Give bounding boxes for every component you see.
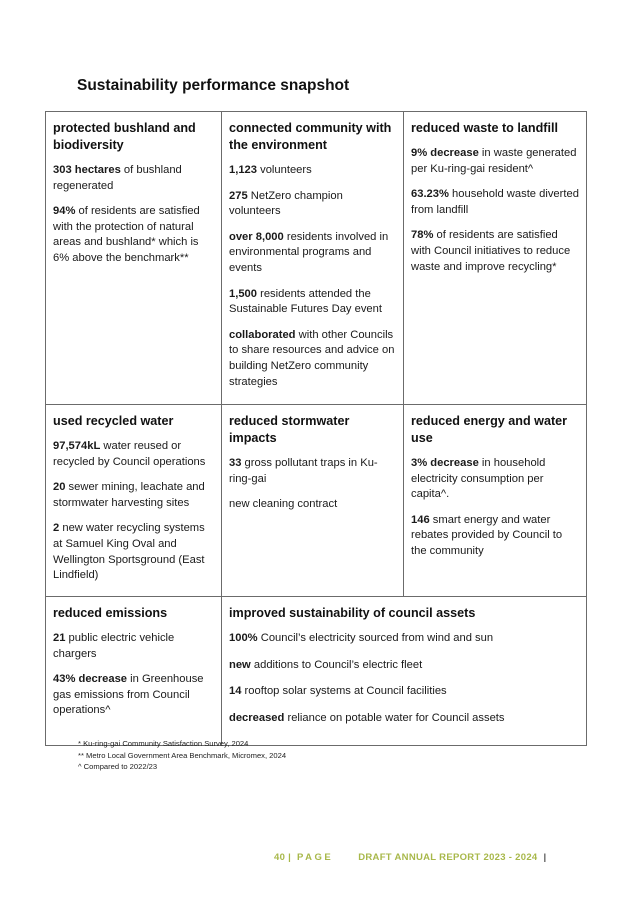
cell-heading: reduced waste to landfill [411,121,558,135]
metric-item: 14 rooftop solar systems at Council facilities [229,685,447,698]
metric-item: 43% decrease in Greenhouse gas emissions from Council operations^ [53,673,204,717]
cell-heading: improved sustainability of council assets [229,606,476,620]
cell-emissions [46,597,222,746]
metric-item: 63.23% household waste diverted from landfill [411,188,579,216]
metric-item: over 8,000 residents involved in environmental programs and events [229,230,389,274]
cell-community [222,112,404,405]
metric-item: new additions to Council’s electric fleet [229,658,423,671]
metric-item: 97,574kL water reused or recycled by Council operations [53,440,206,468]
metric-item: 3% decrease in household electricity consumption per capita^. [411,457,546,501]
metric-item: 2 new water recycling systems at Samuel King Oval and Wellington Sportsground (East Lindfield) [53,522,205,582]
metric-item: 275 NetZero champion volunteers [229,189,343,218]
cell-heading: reduced emissions [53,606,168,620]
cell-bushland [46,112,222,405]
metric-item: 33 gross pollutant traps in Ku-ring-gai [229,457,378,485]
metric-item: collaborated with other Councils to share resources and advice on building NetZero community strategies [229,328,395,388]
table-row [46,112,587,405]
metric-item: 146 smart energy and water rebates provided by Council to the community [411,513,563,557]
cell-heading: protected bushland and biodiversity [53,121,196,152]
cell-heading: used recycled water [53,414,174,428]
page-label: PAGE [297,852,334,863]
metric-item: 94% of residents are satisfied with the protection of natural areas and bushland* which is 6% above the benchmark** [53,205,200,264]
metric-item: 9% decrease in waste generated per Ku-ring-gai resident^ [411,147,577,175]
table-row [46,405,587,597]
cell-council-assets [222,597,587,746]
page-footer [274,852,546,863]
report-title: DRAFT ANNUAL REPORT 2023 - 2024 [358,852,538,863]
metric-item: 100% Council’s electricity sourced from wind and sun [229,632,494,644]
footnote: ^ Compared to 2022/23 [78,762,158,771]
metric-item: 1,500 residents attended the Sustainable Futures Day event [229,287,382,316]
metric-item: 20 sewer mining, leachate and stormwater harvesting sites [53,481,205,509]
snapshot-table [45,111,587,746]
footer-separator: | [288,852,292,863]
metric-item: 78% of residents are satisfied with Council initiatives to reduce waste and improve recycling* [411,229,571,273]
metric-item: new cleaning contract [229,498,338,511]
metric-item: 21 public electric vehicle chargers [53,632,175,660]
metric-item: 303 hectares of bushland regenerated [53,164,182,192]
footer-end-bar: | [543,852,547,863]
page-number: 40 [274,852,286,863]
cell-heading: reduced stormwater impacts [229,414,350,445]
cell-waste [404,112,587,405]
page-title: Sustainability performance snapshot [77,77,350,94]
cell-energy [404,405,587,597]
metric-item: decreased reliance on potable water for Council assets [229,711,505,724]
footnote: * Ku-ring-gai Community Satisfaction Survey, 2024 [78,739,249,748]
cell-heading: reduced energy and water use [411,414,568,445]
cell-recycled-water [46,405,222,597]
table-row [46,597,587,746]
cell-heading: connected community with the environment [229,121,392,152]
footnote: ** Metro Local Government Area Benchmark, Micromex, 2024 [78,750,287,760]
cell-stormwater [222,405,404,597]
metric-item: 1,123 volunteers [229,164,312,176]
footnotes [78,738,286,773]
